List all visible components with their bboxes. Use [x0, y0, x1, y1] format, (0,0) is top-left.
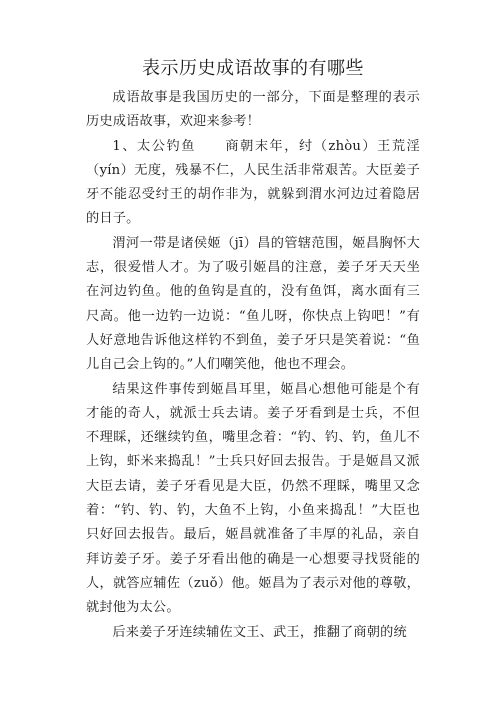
paragraph-story-4: 后来姜子牙连续辅佐文王、武王，推翻了商朝的统	[112, 624, 407, 640]
paragraph-story-2: 渭河一带是诸侯姬（jī）昌的管辖范围，姬昌胸怀大志，很爱惜人才。为了吸引姬昌的注意，姜子牙天天坐在河边钓鱼。他的鱼钩是直的，没有鱼饵，离水面有三尺高。他一边钓一边说：“鱼儿呀，你快点上钩吧！”有人好意地告诉他这样钓不到鱼，姜子牙只是笑着说：“鱼儿自己会上钩的。”人们嘲笑他，他也不理会。	[86, 235, 420, 373]
paragraph-intro: 成语故事是我国历史的一部分，下面是整理的表示历史成语故事，欢迎来参考！	[86, 90, 420, 130]
document-title: 表示历史成语故事的有哪些	[142, 58, 364, 79]
paragraph-story-1: 1、太公钓鱼 商朝末年，纣（zhòu）王荒淫（yín）无度，残暴不仁，人民生活非常艰苦。大臣姜子牙不能忍受纣王的胡作非为，就躲到渭水河边过着隐居的日子。	[86, 138, 420, 227]
document-page	[86, 56, 420, 645]
paragraph-story-3: 结果这件事传到姬昌耳里，姬昌心想他可能是个有才能的奇人，就派士兵去请。姜子牙看到是士兵，不但不理睬，还继续钓鱼，嘴里念着：“钓、钓、钓，鱼儿不上钩，虾米来捣乱！”士兵只好回去报告。于是姬昌又派大臣去请，姜子牙看见是大臣，仍然不理睬，嘴里又念着：“钓、钓、钓，大鱼不上钩，小鱼来捣乱！”大臣也只好回去报告。最后，姬昌就准备了丰厚的礼品，亲自拜访姜子牙。姜子牙看出他的确是一心想要寻找贤能的人，就答应辅佐（zuǒ）他。姬昌为了表示对他的尊敬，就封他为太公。	[86, 381, 420, 616]
